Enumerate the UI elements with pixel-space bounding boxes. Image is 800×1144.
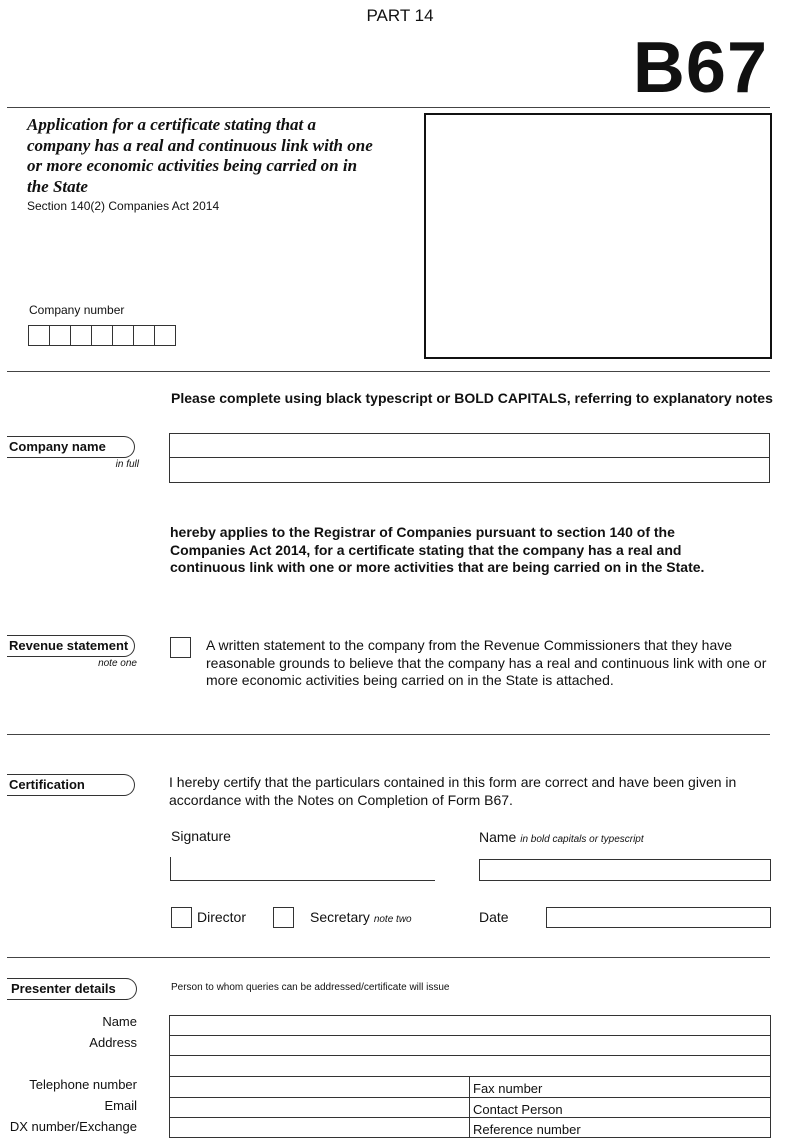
reference-number-label: Reference number: [473, 1122, 581, 1137]
divider: [7, 957, 770, 958]
company-number-digit-box[interactable]: [71, 326, 92, 345]
divider: [7, 371, 770, 372]
director-label: Director: [197, 909, 247, 925]
company-name-row-divider: [169, 457, 769, 458]
presenter-details-tab: Presenter details: [7, 978, 137, 1000]
presenter-email-label: Email: [104, 1098, 137, 1113]
secretary-checkbox[interactable]: [273, 907, 294, 928]
signature-field[interactable]: [170, 857, 435, 881]
signature-label: Signature: [171, 828, 231, 844]
company-number-label: Company number: [29, 303, 125, 317]
company-number-digit-box[interactable]: [29, 326, 50, 345]
date-field[interactable]: [546, 907, 771, 928]
company-number-digit-box[interactable]: [50, 326, 71, 345]
secretary-note: note two: [373, 914, 412, 925]
presenter-name-label: Name: [102, 1014, 137, 1029]
presenter-row-divider: [169, 1035, 770, 1036]
form-section: Section 140(2) Companies Act 2014: [27, 199, 220, 213]
date-label: Date: [479, 909, 509, 925]
secretary-label-text: Secretary: [310, 909, 370, 925]
part-label: PART 14: [366, 6, 434, 25]
revenue-statement-text: A written statement to the company from the Revenue Commissioners that they have reasonable grounds to believe that the company has a real and continuous link with one or more economic activities being carried on in the State is attached.: [206, 637, 767, 688]
revenue-statement-tab: Revenue statement: [7, 635, 135, 657]
contact-person-label: Contact Person: [473, 1102, 563, 1117]
director-checkbox[interactable]: [171, 907, 192, 928]
revenue-statement-note: note one: [98, 658, 137, 669]
presenter-telephone-label: Telephone number: [29, 1077, 137, 1092]
presenter-row-divider: [169, 1055, 770, 1056]
name-label: [479, 829, 644, 845]
divider: [7, 734, 770, 735]
certification-text: I hereby certify that the particulars contained in this form are correct and have been given in accordance with the Notes on Completion of Form B67.: [169, 774, 737, 808]
company-number-digit-box[interactable]: [92, 326, 113, 345]
company-name-field[interactable]: [169, 433, 770, 483]
company-name-tab: Company name: [7, 436, 135, 458]
form-code: B67: [632, 28, 768, 108]
company-number-digit-box[interactable]: [134, 326, 155, 345]
office-stamp-box: [424, 113, 772, 359]
name-hint: in bold capitals or typescript: [520, 834, 644, 845]
company-number-input[interactable]: [28, 325, 176, 346]
application-statement: hereby applies to the Registrar of Companies pursuant to section 140 of the Companies Act 2014, for a certificate stating that the company has a real and continuous link with one or more activities that are being carried on in the State.: [170, 524, 705, 575]
instruction-text: Please complete using black typescript or BOLD CAPITALS, referring to explanatory notes: [171, 390, 773, 406]
presenter-dx-label: DX number/Exchange: [9, 1119, 137, 1134]
name-label-text: Name: [479, 829, 517, 845]
revenue-statement-checkbox[interactable]: [170, 637, 191, 658]
name-field[interactable]: [479, 859, 771, 881]
presenter-column-divider: [469, 1076, 470, 1137]
fax-number-label: Fax number: [473, 1081, 543, 1096]
presenter-address-label: Address: [89, 1035, 137, 1050]
presenter-note: Person to whom queries can be addressed/certificate will issue: [171, 982, 450, 993]
secretary-label: [310, 909, 412, 925]
company-number-digit-box[interactable]: [155, 326, 175, 345]
certification-tab: Certification: [7, 774, 135, 796]
company-name-note: in full: [115, 459, 139, 470]
company-number-digit-box[interactable]: [113, 326, 134, 345]
form-title: Application for a certificate stating that a company has a real and continuous link with one or more economic activities being carried on in the State: [27, 115, 373, 196]
divider-top: [7, 107, 770, 108]
